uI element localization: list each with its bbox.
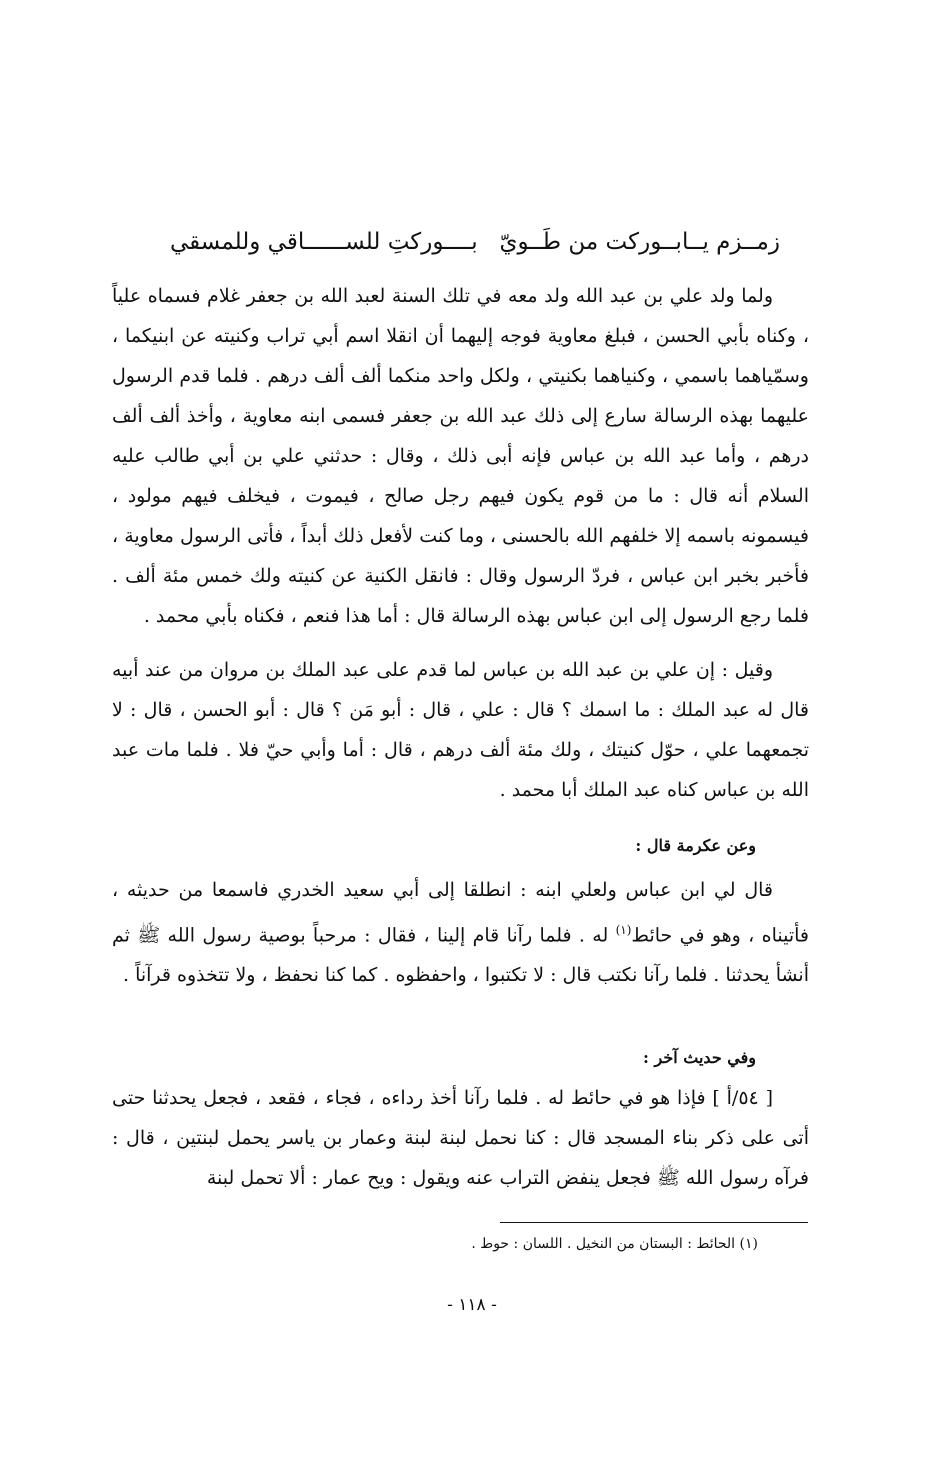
paragraph-mosque-building — [112, 1078, 809, 1198]
paragraph-text-part: قال لي ابن عباس ولعلي ابنه : انطلقا إلى أبي سعيد الخدري فاسمعا من حديثه ، فأتيناه ، وهو في حائط — [112, 879, 809, 947]
paragraph-text: وقيل : إن علي بن عبد الله بن عباس لما قدم على عبد الملك بن مروان من عند أبيه قال له عبد الملك : ما اسمك ؟ قال : علي ، قال : أبو مَن ؟ قال : أبو الحسن ، قال : لا تجمعهما علي ، حوّل كنيتك ، ولك مئة ألف درهم ، قال : أما وأبي حيّ فلا . فلما مات عبد الله بن عباس كناه عبد الملك أبا محمد . — [112, 659, 809, 801]
page-number: - ١١٨ - — [447, 1295, 497, 1315]
verse-second-hemistich: بــــوركتِ للســــــاقي وللمسقي — [170, 229, 478, 255]
paragraph-abd-al-malik — [112, 650, 809, 810]
section-heading-another-hadith: وفي حديث آخر : — [643, 1048, 756, 1067]
footnote: (١) الحائط : البستان من النخيل . اللسان : حوط . — [471, 1236, 758, 1252]
paragraph-text: ولما ولد علي بن عبد الله ولد معه في تلك السنة لعبد الله بن جعفر غلام فسماه علياً ، وكناه بأبي الحسن ، فبلغ معاوية فوجه إليهما أن انقلا اسم أبي تراب وكنيته عن ابنيكما ، وسمّياهما باسمي ، وكنياهما بكنيتي ، ولكل واحد منكما ألف ألف درهم . فلما قدم الرسول عليهما بهذه الرسالة سارع إلى ذلك عبد الله بن جعفر فسمى ابنه معاوية ، وأخذ ألف ألف درهم ، وأما عبد الله بن عباس فإنه أبى ذلك ، وقال : حدثني علي بن أبي طالب عليه السلام أنه قال : ما من قوم يكون فيهم رجل صالح ، فيموت ، فيخلف فيهم مولود ، فيسمونه باسمه إلا خلفهم الله بالحسنى ، وما كنت لأفعل ذلك أبداً ، فأتى الرسول معاوية ، فأخبر بخبر ابن عباس ، فردّ الرسول وقال : فانقل الكنية عن كنيته ولك خمس مئة ألف . فلما رجع الرسول إلى ابن عباس بهذه الرسالة قال : أما هذا فنعم ، فكناه بأبي محمد . — [112, 285, 810, 627]
paragraph-abu-said — [112, 870, 809, 995]
footnote-marker: (١) — [615, 923, 632, 937]
paragraph-naming-story — [112, 276, 809, 636]
paragraph-text — [112, 1078, 809, 1198]
verse-first-hemistich: زمــزم يــابــوركت من طَــويّ — [499, 229, 780, 255]
paragraph-text-part: له . فلما رآنا قام إلينا ، فقال : مرحباً بوصية رسول الله ﷺ ثم أنشأ يحدثنا . فلما رآنا نكتب قال : لا تكتبوا ، واحفظوه . كما كنا نحفظ ، ولا تتخذوه قرآناً . — [112, 924, 809, 987]
section-heading-ikrima: وعن عكرمة قال : — [635, 836, 756, 855]
footnote-divider — [500, 1222, 808, 1223]
paragraph-text-part: فإذا هو في حائط له . فلما رآنا أخذ رداءه ، فجاء ، فقعد ، فجعل يحدثنا حتى أتى على ذكر بناء المسجد قال : كنا نحمل لبنة لبنة وعمار بن ياسر يحمل لبنتين ، قال : فرآه رسول الله ﷺ فجعل ينفض التراب عنه ويقول : ويح عمار : ألا تحمل لبنة — [112, 1087, 809, 1189]
manuscript-reference: [ ٥٤/أ ] — [712, 1087, 773, 1109]
poem-verse — [170, 222, 780, 262]
paragraph-text — [112, 870, 809, 995]
